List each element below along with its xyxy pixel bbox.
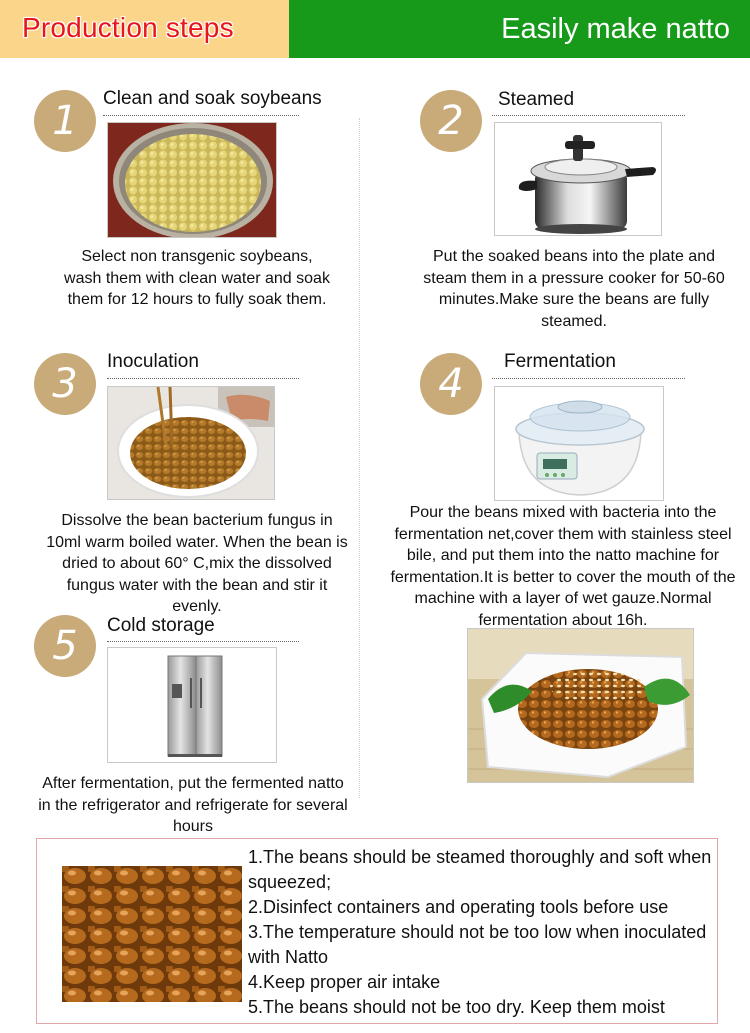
tip-item-2: 2.Disinfect containers and operating tools before use <box>248 897 669 917</box>
step-1-description: Select non transgenic soybeans, wash them with clean water and soak them for 12 hours to fully soak them. <box>64 248 330 308</box>
refrigerator-icon <box>107 647 277 763</box>
column-divider <box>359 118 360 798</box>
step-5-number-badge: 5 <box>34 615 96 677</box>
tips-list <box>248 845 718 1020</box>
step-2-description: Put the soaked beans into the plate and steam them in a pressure cooker for 50-60 minutes.Make sure the beans are fully steamed. <box>423 248 725 330</box>
natto-machine-icon <box>494 386 664 501</box>
step-3-title: Inoculation <box>107 351 199 372</box>
natto-dish-sesame-icon <box>467 628 694 783</box>
step-5-title: Cold storage <box>107 615 215 636</box>
step-5-underline <box>107 641 299 642</box>
soaking-soybeans-bowl-icon <box>107 122 277 238</box>
header-left-banner <box>0 0 289 58</box>
beans-bowl-chopsticks-icon <box>107 386 275 500</box>
pressure-cooker-icon <box>494 122 662 236</box>
step-2-number-badge: 2 <box>420 90 482 152</box>
natto-beans-closeup-icon <box>62 866 242 1002</box>
step-1-title: Clean and soak soybeans <box>103 88 322 109</box>
step-4-description: Pour the beans mixed with bacteria into the fermentation net,cover them with stainless steel bile, and put them into the natto machine for fermentation.It is better to cover the mouth of the machine with a layer of wet gauze.Normal fermentation about 16h. <box>390 504 736 629</box>
step-4-title: Fermentation <box>504 351 616 372</box>
step-4-underline <box>492 378 685 379</box>
tip-item-5: 5.The beans should not be too dry. Keep them moist <box>248 997 665 1017</box>
tip-item-4: 4.Keep proper air intake <box>248 972 441 992</box>
tip-item-1: 1.The beans should be steamed thoroughly and soft when squeezed; <box>248 847 712 892</box>
step-2-underline <box>492 115 685 116</box>
step-1-number-badge: 1 <box>34 90 96 152</box>
step-3-underline <box>107 378 299 379</box>
step-3-description: Dissolve the bean bacterium fungus in 10ml warm boiled water. When the bean is dried to about 60° C,mix the dissolved fungus water with the bean and stir it evenly. <box>46 512 348 615</box>
step-5-description: After fermentation, put the fermented natto in the refrigerator and refrigerate for several hours <box>38 775 348 835</box>
production-steps-title: Production steps <box>22 12 234 43</box>
step-3-number-badge: 3 <box>34 353 96 415</box>
tip-item-3: 3.The temperature should not be too low when inoculated with Natto <box>248 922 707 967</box>
step-1-underline <box>103 115 299 116</box>
header-right-banner <box>289 0 750 58</box>
step-4-number-badge: 4 <box>420 353 482 415</box>
easily-make-natto-title: Easily make natto <box>501 13 730 45</box>
step-2-title: Steamed <box>498 89 575 110</box>
